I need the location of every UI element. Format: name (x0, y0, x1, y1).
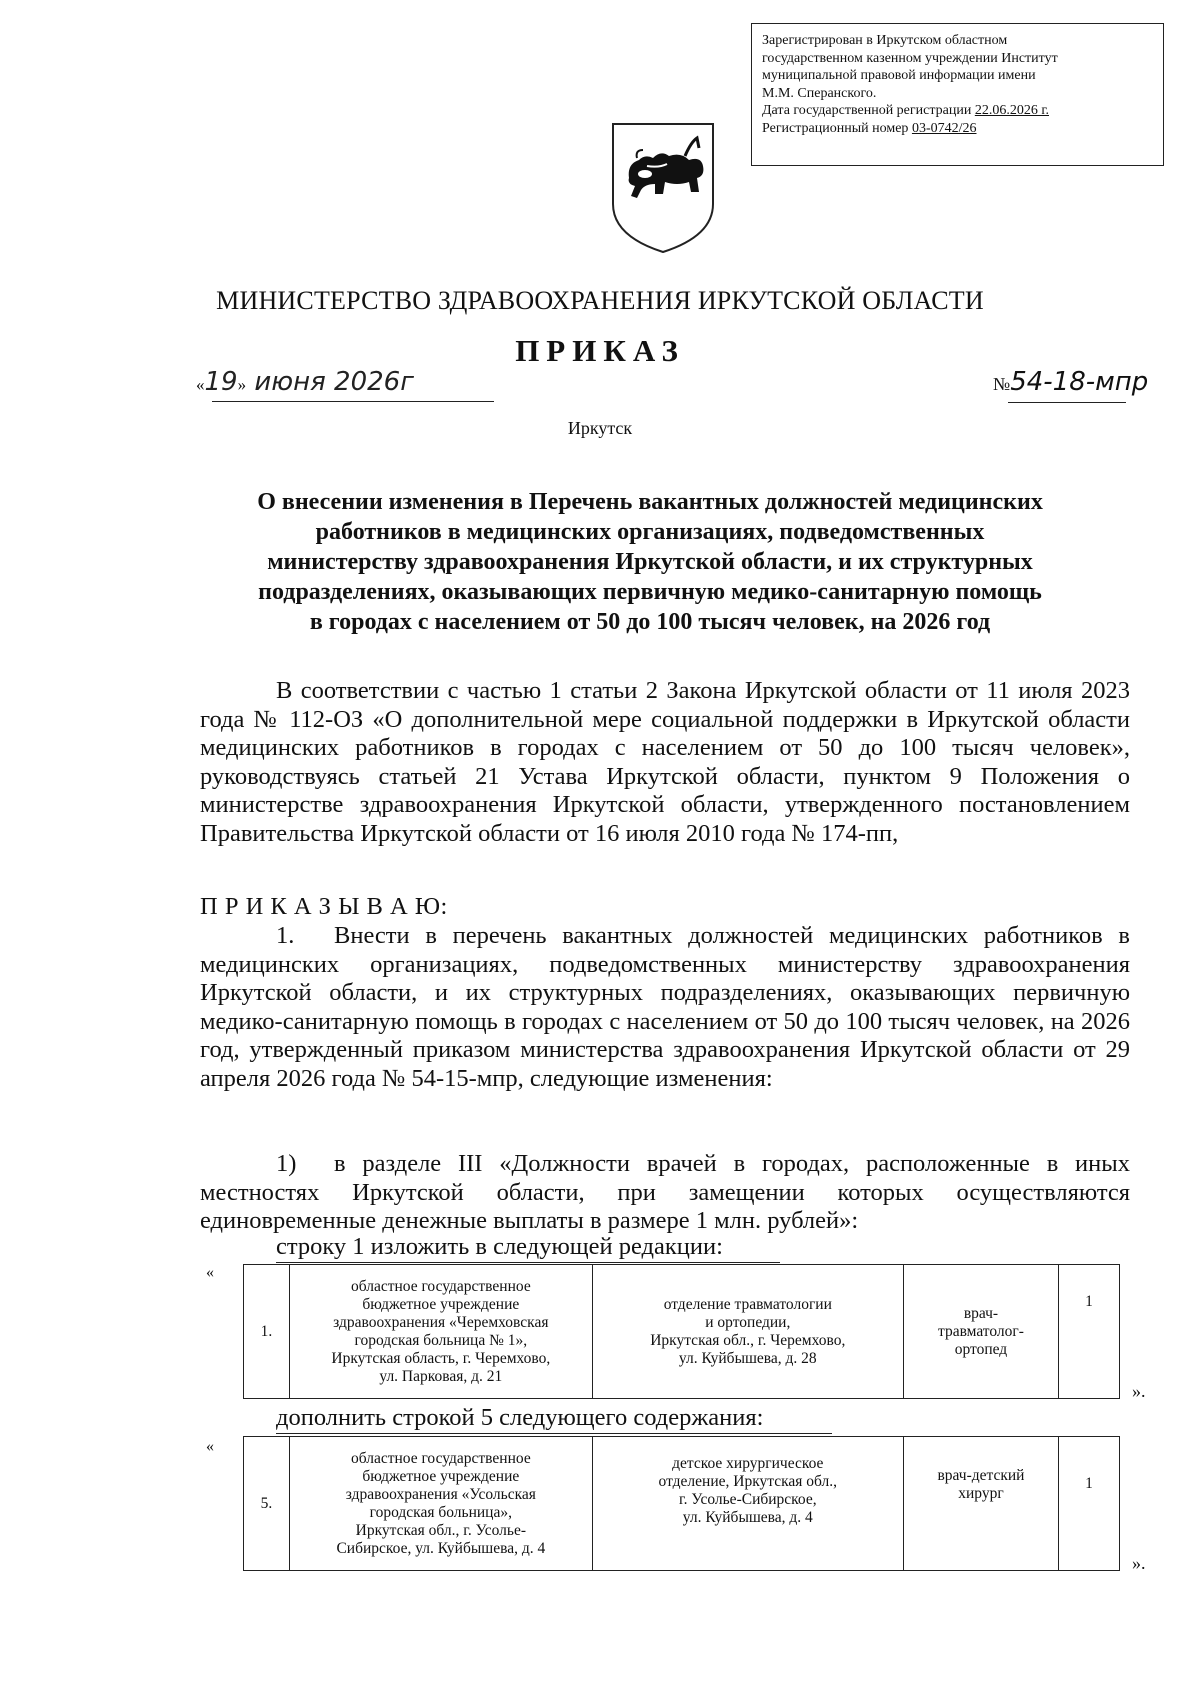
position-line: травматолог- (937, 1322, 1024, 1340)
number-underline (1008, 402, 1126, 403)
date-close-quote: » (237, 375, 247, 394)
ministry-name: МИНИСТЕРСТВО ЗДРАВООХРАНЕНИЯ ИРКУТСКОЙ ОБЛАСТИ (216, 286, 984, 315)
department-cell (592, 1437, 903, 1571)
stamp-line: муниципальной правовой информации имени (762, 68, 1036, 83)
stamp-date-row (762, 102, 1153, 120)
heading-line: О внесении изменения в Перечень вакантных должностей медицинских (257, 489, 1043, 515)
org-line: Иркутская область, г. Черемхово, (331, 1349, 551, 1367)
dept-line: Иркутская обл., г. Черемхово, (650, 1331, 846, 1349)
subitem-1-text (200, 1150, 1130, 1236)
org-line: городская больница», (369, 1503, 512, 1521)
subitem-1-body: в разделе III «Должности врачей в городах, расположенные в иных местностях Иркутской области, при замещении которых осуществляются единовременные денежные выплаты в размере 1 млн. рублей»: (200, 1150, 1130, 1234)
dept-line: и ортопедии, (705, 1313, 791, 1331)
table-row-1 (243, 1264, 1120, 1399)
item-1-body: Внести в перечень вакантных должностей медицинских работников в медицинских организациях, подведомственных министерству здравоохранения Иркутской области, и их структурных подразделениях, оказывающих первичную медико-санитарную помощь в городах с населением от 50 до 100 тысяч человек, на 2026 год, утвержденный приказом министерства здравоохранения Иркутской области от 29 апреля 2026 года № 54-15-мпр, следующие изменения: (200, 922, 1130, 1092)
heading-line: работников в медицинских организациях, подведомственных (315, 519, 985, 545)
item-1-number: 1. (276, 922, 295, 949)
org-line: областное государственное (350, 1277, 531, 1295)
order-title: ПРИКАЗ (515, 333, 685, 368)
dept-line: отделение травматологии (663, 1295, 832, 1313)
stamp-date-value: 22.06.2026 г. (974, 103, 1049, 118)
position-line: врач- (963, 1304, 999, 1322)
stamp-reg-value: 03-0742/26 (911, 120, 977, 136)
subitem-1-number: 1) (276, 1150, 297, 1177)
organization-cell (289, 1265, 592, 1399)
heading-line: министерству здравоохранения Иркутской области, и их структурных (267, 549, 1033, 575)
registration-stamp (751, 23, 1164, 166)
city: Иркутск (567, 418, 633, 438)
date-underline (212, 401, 494, 402)
heading-line: подразделениях, оказывающих первичную медико-санитарную помощь (258, 579, 1042, 605)
document-heading (210, 487, 1090, 637)
department-cell (592, 1265, 903, 1399)
table-1-close-quote: ». (1132, 1381, 1146, 1401)
date-open-quote: « (196, 375, 205, 394)
position-line: хирург (958, 1485, 1004, 1502)
order-number (993, 367, 1148, 397)
org-line: городская больница № 1», (354, 1331, 528, 1349)
coat-of-arms-icon (607, 120, 719, 256)
dept-line: детское хирургическое (672, 1455, 824, 1472)
org-line: ул. Парковая, д. 21 (379, 1367, 503, 1385)
org-line: областное государственное (350, 1449, 531, 1467)
table-2-close-quote: ». (1132, 1553, 1146, 1573)
org-line: Иркутская обл., г. Усолье- (355, 1521, 527, 1539)
position-cell (903, 1265, 1058, 1399)
org-line: здравоохранения «Черемховская (333, 1313, 549, 1331)
number-value: 54-18-мпр (1010, 367, 1149, 397)
organization-cell (289, 1437, 592, 1571)
row-number: 1. (244, 1265, 290, 1399)
table-1-open-quote: « (206, 1264, 214, 1281)
org-line: бюджетное учреждение (362, 1467, 520, 1485)
position-cell (903, 1437, 1058, 1571)
stamp-reg-label: Регистрационный номер (762, 120, 912, 136)
date-month-year: июня 2026г (254, 367, 414, 397)
preamble-paragraph (200, 677, 1130, 848)
row-5-instruction: дополнить строкой 5 следующего содержания: (276, 1404, 764, 1431)
table-row-5 (243, 1436, 1120, 1571)
table-2-open-quote: « (206, 1438, 214, 1455)
number-prefix: № (993, 374, 1011, 394)
dept-line: ул. Куйбышева, д. 4 (682, 1509, 813, 1526)
order-date (196, 367, 414, 397)
dept-line: ул. Куйбышева, д. 28 (678, 1349, 817, 1367)
stamp-line: М.М. Сперанского. (762, 85, 877, 101)
count-cell: 1 (1059, 1265, 1120, 1399)
order-word: П Р И К А З Ы В А Ю: (200, 893, 448, 920)
dept-line: отделение, Иркутская обл., (658, 1473, 838, 1490)
heading-line: в городах с населением от 50 до 100 тысяч человек, на 2026 год (309, 609, 991, 635)
stamp-line: Зарегистрирован в Иркутском областном (762, 33, 1008, 48)
position-line: врач-детский (937, 1467, 1025, 1484)
row-number: 5. (244, 1437, 290, 1571)
subitem-1-paragraph (200, 1150, 1130, 1236)
dept-line: г. Усолье-Сибирское, (678, 1491, 817, 1508)
org-line: здравоохранения «Усольская (345, 1485, 536, 1503)
count-cell: 1 (1059, 1437, 1120, 1571)
stamp-line: государственном казенном учреждении Институт (762, 50, 1058, 66)
preamble-text: В соответствии с частью 1 статьи 2 Закона Иркутской области от 11 июля 2023 года № 112-ОЗ «О дополнительной мере социальной поддержки в Иркутской области медицинских работников в городах с населением от 50 до 100 тысяч человек», руководствуясь статьей 21 Устава Иркутской области, пунктом 9 Положения о министерстве здравоохранения Иркутской области, утвержденного постановлением Правительства Иркутской области от 16 июля 2010 года № 174-пп, (200, 677, 1130, 847)
row-1-underline (276, 1262, 780, 1263)
stamp-reg-row (762, 120, 1153, 138)
org-line: бюджетное учреждение (362, 1295, 520, 1313)
date-day: 19 (204, 367, 238, 397)
org-line: Сибирское, ул. Куйбышева, д. 4 (336, 1539, 546, 1557)
position-line: ортопед (954, 1340, 1008, 1358)
item-1-text (200, 922, 1130, 1093)
item-1-paragraph (200, 922, 1130, 1093)
row-5-underline (276, 1433, 832, 1434)
row-1-instruction: строку 1 изложить в следующей редакции: (276, 1233, 723, 1260)
stamp-date-label: Дата государственной регистрации (762, 103, 975, 118)
